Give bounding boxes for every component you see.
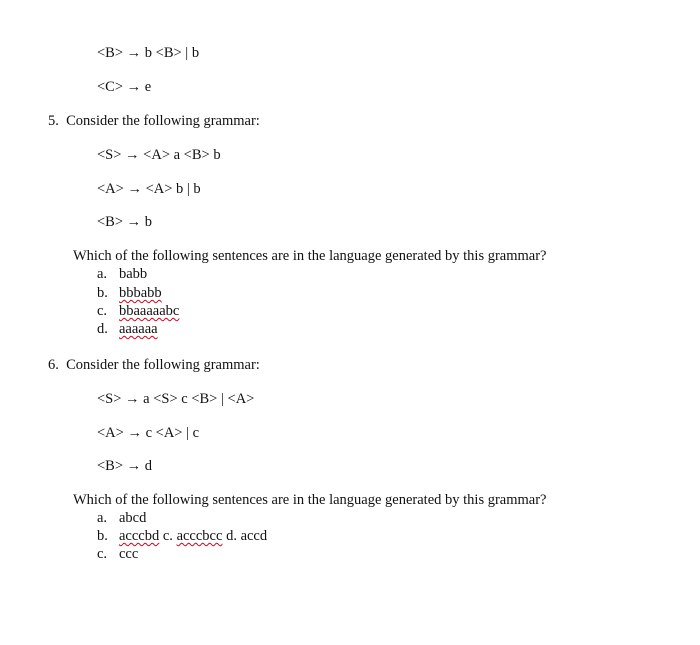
option-c-inline-text: acccbcc <box>176 528 223 544</box>
q6-rule-s: <S> → a <S> c <B> | <A> <box>97 391 255 407</box>
option-letter: c. <box>97 303 108 319</box>
question-6-heading <box>48 356 260 374</box>
question-5-heading <box>48 112 260 130</box>
option-letter: c. <box>97 546 108 562</box>
q6-rule-b: <B> → d <box>97 458 153 474</box>
option-text: bbbabb <box>119 285 162 301</box>
option-letter: d. <box>97 321 108 337</box>
grammar-rule-b-prev: <B> → b <B> | b <box>97 45 200 61</box>
q5-option-a <box>97 265 147 283</box>
q5-option-c <box>97 302 179 320</box>
grammar-rule-c-prev: <C> → e <box>97 79 152 95</box>
option-d-inline-text: accd <box>240 528 268 544</box>
question-6-prompt: Consider the following grammar: <box>66 357 260 373</box>
q6-rule-a: <A> → c <A> | c <box>97 425 200 441</box>
option-text: babb <box>119 266 148 282</box>
q6-option-b-line <box>97 527 267 545</box>
question-5-number: 5. <box>48 113 59 129</box>
q5-option-d <box>97 320 158 338</box>
option-letter: b. <box>97 285 108 301</box>
question-5-prompt: Consider the following grammar: <box>66 113 260 129</box>
option-b-text: acccbd <box>119 528 160 544</box>
option-text: abcd <box>119 510 147 526</box>
q5-rule-s: <S> → <A> a <B> b <box>97 147 221 163</box>
option-text: ccc <box>119 546 139 562</box>
option-text: bbaaaaabc <box>119 303 180 319</box>
option-text: aaaaaa <box>119 321 158 337</box>
option-letter: b. <box>97 528 108 544</box>
q5-option-b <box>97 284 162 302</box>
q6-question: Which of the following sentences are in the language generated by this grammar? <box>73 492 547 508</box>
option-letter: a. <box>97 510 108 526</box>
q5-rule-a: <A> → <A> b | b <box>97 181 201 197</box>
q6-option-c <box>97 545 138 563</box>
q5-question: Which of the following sentences are in the language generated by this grammar? <box>73 248 547 264</box>
option-d-inline-letter: d. <box>222 528 241 544</box>
option-c-inline-letter: c. <box>159 528 177 544</box>
q6-option-a <box>97 509 146 527</box>
q5-rule-b: <B> → b <box>97 214 153 230</box>
question-6-number: 6. <box>48 357 59 373</box>
option-letter: a. <box>97 266 108 282</box>
